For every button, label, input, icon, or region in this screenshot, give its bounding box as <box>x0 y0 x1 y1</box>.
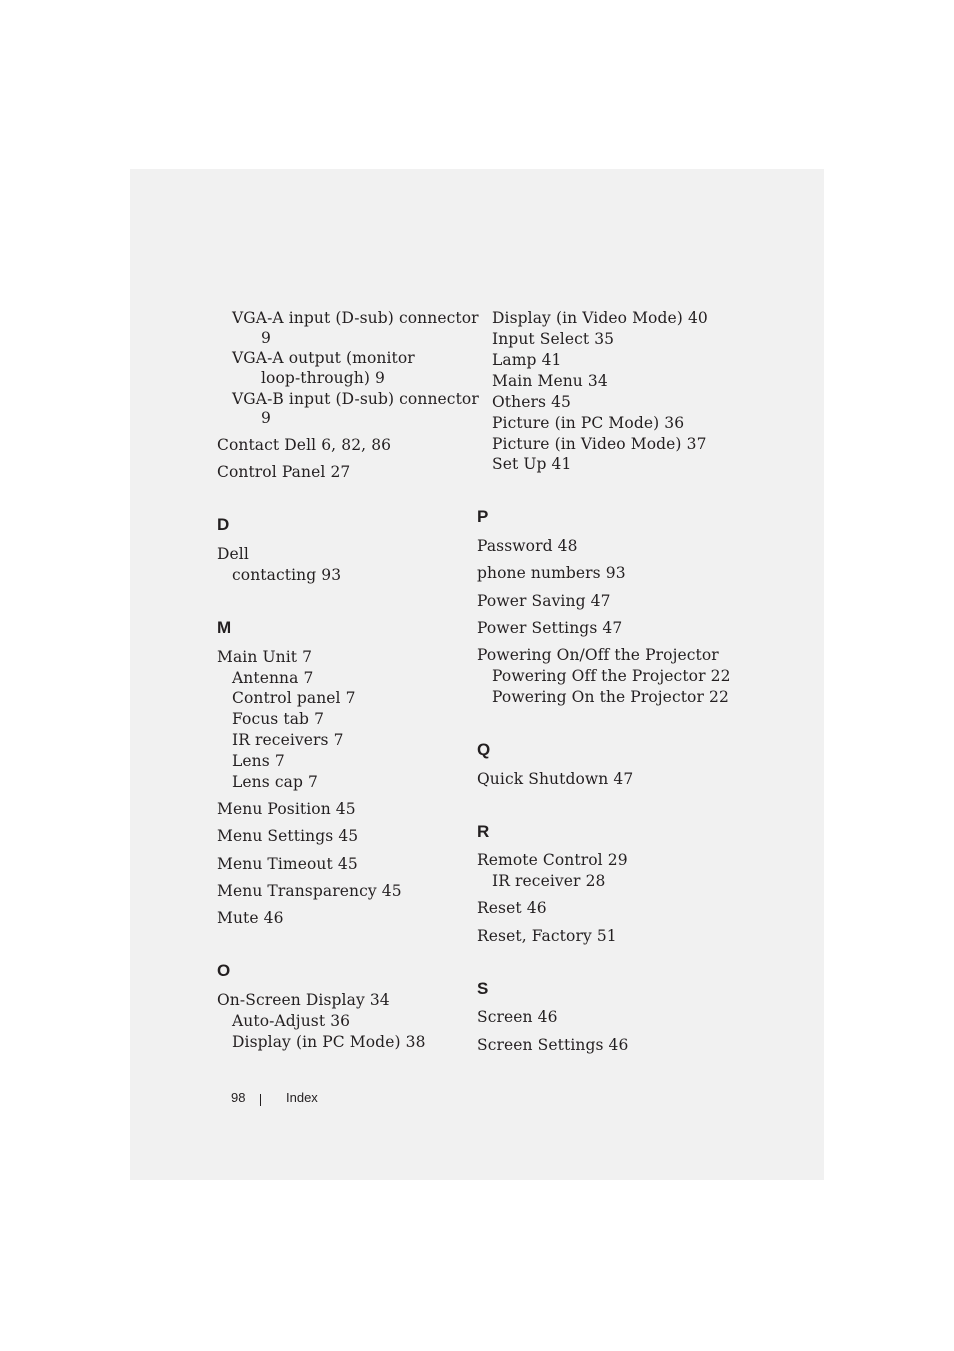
index-subentry-continuation: 9 <box>261 409 271 427</box>
index-subentry: Lamp 41 <box>492 351 562 369</box>
index-subentry: VGA-A output (monitor <box>232 349 415 367</box>
index-entry: Quick Shutdown 47 <box>477 770 634 788</box>
index-entry: Reset, Factory 51 <box>477 927 617 945</box>
index-entry: Dell <box>217 545 249 563</box>
footer-section-label: Index <box>286 1090 318 1105</box>
index-entry: On-Screen Display 34 <box>217 991 390 1009</box>
footer-divider <box>260 1094 261 1106</box>
index-entry: Menu Position 45 <box>217 800 356 818</box>
index-subentry: Powering On the Projector 22 <box>492 688 729 706</box>
index-subentry: contacting 93 <box>232 566 342 584</box>
index-entry: Main Unit 7 <box>217 648 313 666</box>
index-entry: Screen 46 <box>477 1008 558 1026</box>
index-subentry: Powering Off the Projector 22 <box>492 667 731 685</box>
section-letter-m: M <box>217 618 232 637</box>
index-subentry: Lens cap 7 <box>232 773 318 791</box>
index-subentry: Lens 7 <box>232 752 285 770</box>
section-letter-o: O <box>217 961 231 980</box>
index-subentry: IR receiver 28 <box>492 872 606 890</box>
index-entry: Screen Settings 46 <box>477 1036 629 1054</box>
index-subentry: Input Select 35 <box>492 330 615 348</box>
index-entry: Remote Control 29 <box>477 851 628 869</box>
index-entry: Powering On/Off the Projector <box>477 646 719 664</box>
index-subentry-continuation: loop-through) 9 <box>261 369 385 387</box>
section-letter-s: S <box>477 979 489 998</box>
index-subentry: Focus tab 7 <box>232 710 325 728</box>
section-letter-r: R <box>477 822 490 841</box>
index-subentry: Picture (in Video Mode) 37 <box>492 435 707 453</box>
index-entry: Menu Transparency 45 <box>217 882 402 900</box>
index-subentry: VGA-B input (D-sub) connector <box>232 390 479 408</box>
index-subentry: Display (in PC Mode) 38 <box>232 1033 426 1051</box>
index-subentry: VGA-A input (D-sub) connector <box>232 309 479 327</box>
index-subentry: Picture (in PC Mode) 36 <box>492 414 685 432</box>
index-entry: Contact Dell 6, 82, 86 <box>217 436 392 454</box>
index-entry: Power Saving 47 <box>477 592 611 610</box>
index-subentry: IR receivers 7 <box>232 731 344 749</box>
index-entry: Password 48 <box>477 537 578 555</box>
index-subentry: Display (in Video Mode) 40 <box>492 309 708 327</box>
index-subentry: Control panel 7 <box>232 689 356 707</box>
index-subentry: Main Menu 34 <box>492 372 608 390</box>
index-entry: Power Settings 47 <box>477 619 623 637</box>
section-letter-q: Q <box>477 740 491 759</box>
section-letter-p: P <box>477 507 489 526</box>
index-entry: Reset 46 <box>477 899 547 917</box>
index-entry: Menu Settings 45 <box>217 827 359 845</box>
index-subentry-continuation: 9 <box>261 329 271 347</box>
index-subentry: Set Up 41 <box>492 455 572 473</box>
index-subentry: Others 45 <box>492 393 572 411</box>
index-subentry: Auto-Adjust 36 <box>232 1012 351 1030</box>
index-subentry: Antenna 7 <box>232 669 314 687</box>
section-letter-d: D <box>217 515 230 534</box>
page-number: 98 <box>231 1090 246 1105</box>
index-entry: Mute 46 <box>217 909 284 927</box>
index-entry: Control Panel 27 <box>217 463 351 481</box>
index-entry: Menu Timeout 45 <box>217 855 358 873</box>
index-entry: phone numbers 93 <box>477 564 626 582</box>
